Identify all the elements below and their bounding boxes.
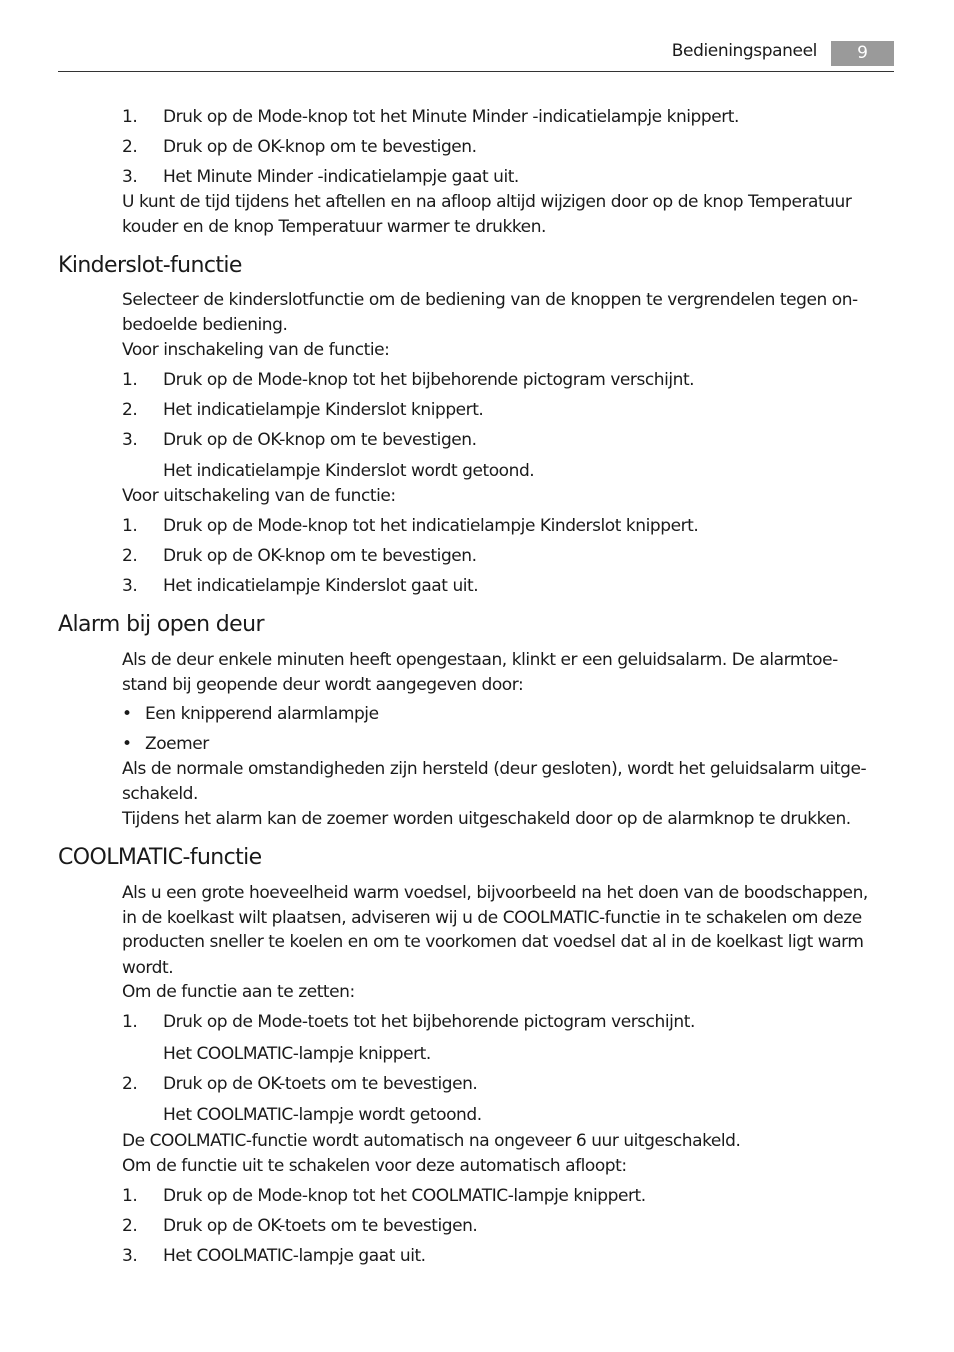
paragraph: kouder en de knop Temperatuur warmer te drukken. [122,217,546,237]
step-number: 1. [122,1012,138,1032]
paragraph: Tijdens het alarm kan de zoemer worden uitgeschakeld door op de alarmknop te drukken. [122,809,851,829]
step-number: 3. [122,576,138,596]
step-text: Het indicatielampje Kinderslot gaat uit. [163,576,479,596]
paragraph: De COOLMATIC-functie wordt automatisch na ongeveer 6 uur uitgeschakeld. [122,1131,741,1151]
step-number: 2. [122,400,138,420]
paragraph: Als u een grote hoeveelheid warm voedsel, bijvoorbeeld na het doen van de boodschappen, [122,883,868,903]
header-title: Bedieningspaneel [671,41,817,61]
step-number: 1. [122,1186,138,1206]
step-number: 1. [122,370,138,390]
step-text: Druk op de Mode-toets tot het bijbehorende pictogram verschijnt. [163,1012,695,1032]
paragraph: schakeld. [122,784,198,804]
step-subtext: Het indicatielampje Kinderslot wordt getoond. [163,461,535,481]
page-number: 9 [831,41,894,66]
step-number: 2. [122,1074,138,1094]
step-number: 3. [122,1246,138,1266]
bullet-text: Zoemer [145,734,209,754]
paragraph: Als de normale omstandigheden zijn hersteld (deur gesloten), wordt het geluidsalarm uitge- [122,759,867,779]
step-text: Het Minute Minder -indicatielampje gaat uit. [163,167,519,187]
step-text: Druk op de OK-knop om te bevestigen. [163,137,477,157]
step-text: Druk op de OK-toets om te bevestigen. [163,1216,478,1236]
bullet-text: Een knipperend alarmlampje [145,704,379,724]
step-text: Druk op de OK-toets om te bevestigen. [163,1074,478,1094]
step-text: Het COOLMATIC-lampje gaat uit. [163,1246,426,1266]
step-text: Het indicatielampje Kinderslot knippert. [163,400,484,420]
step-subtext: Het COOLMATIC-lampje knippert. [163,1044,431,1064]
paragraph: Voor inschakeling van de functie: [122,340,390,360]
section-heading-alarm: Alarm bij open deur [58,612,264,637]
step-text: Druk op de OK-knop om te bevestigen. [163,546,477,566]
paragraph: wordt. [122,958,174,978]
step-number: 3. [122,167,138,187]
paragraph: in de koelkast wilt plaatsen, adviseren wij u de COOLMATIC-functie in te schakelen om deze [122,908,862,928]
paragraph: Als de deur enkele minuten heeft opengestaan, klinkt er een geluidsalarm. De alarmtoe- [122,650,838,670]
bullet-icon: • [122,704,133,724]
step-number: 2. [122,137,138,157]
section-heading-coolmatic: COOLMATIC-functie [58,845,262,870]
paragraph: stand bij geopende deur wordt aangegeven door: [122,675,524,695]
page-header [58,38,894,72]
step-text: Druk op de Mode-knop tot het Minute Minder -indicatielampje knippert. [163,107,739,127]
step-text: Druk op de Mode-knop tot het indicatielampje Kinderslot knippert. [163,516,699,536]
step-number: 3. [122,430,138,450]
step-number: 1. [122,107,138,127]
step-number: 2. [122,1216,138,1236]
step-number: 2. [122,546,138,566]
paragraph: Om de functie uit te schakelen voor deze automatisch afloopt: [122,1156,627,1176]
paragraph: bedoelde bediening. [122,315,288,335]
step-subtext: Het COOLMATIC-lampje wordt getoond. [163,1105,482,1125]
bullet-icon: • [122,734,133,754]
paragraph: U kunt de tijd tijdens het aftellen en na afloop altijd wijzigen door op de knop Temperatuur [122,192,852,212]
paragraph: Om de functie aan te zetten: [122,982,355,1002]
step-text: Druk op de OK-knop om te bevestigen. [163,430,477,450]
step-text: Druk op de Mode-knop tot het bijbehorende pictogram verschijnt. [163,370,695,390]
paragraph: Selecteer de kinderslotfunctie om de bediening van de knoppen te vergrendelen tegen on- [122,290,858,310]
step-text: Druk op de Mode-knop tot het COOLMATIC-lampje knippert. [163,1186,646,1206]
section-heading-kinderslot: Kinderslot-functie [58,253,242,278]
paragraph: producten sneller te koelen en om te voorkomen dat voedsel dat al in de koelkast ligt warm [122,932,864,952]
step-number: 1. [122,516,138,536]
paragraph: Voor uitschakeling van de functie: [122,486,396,506]
